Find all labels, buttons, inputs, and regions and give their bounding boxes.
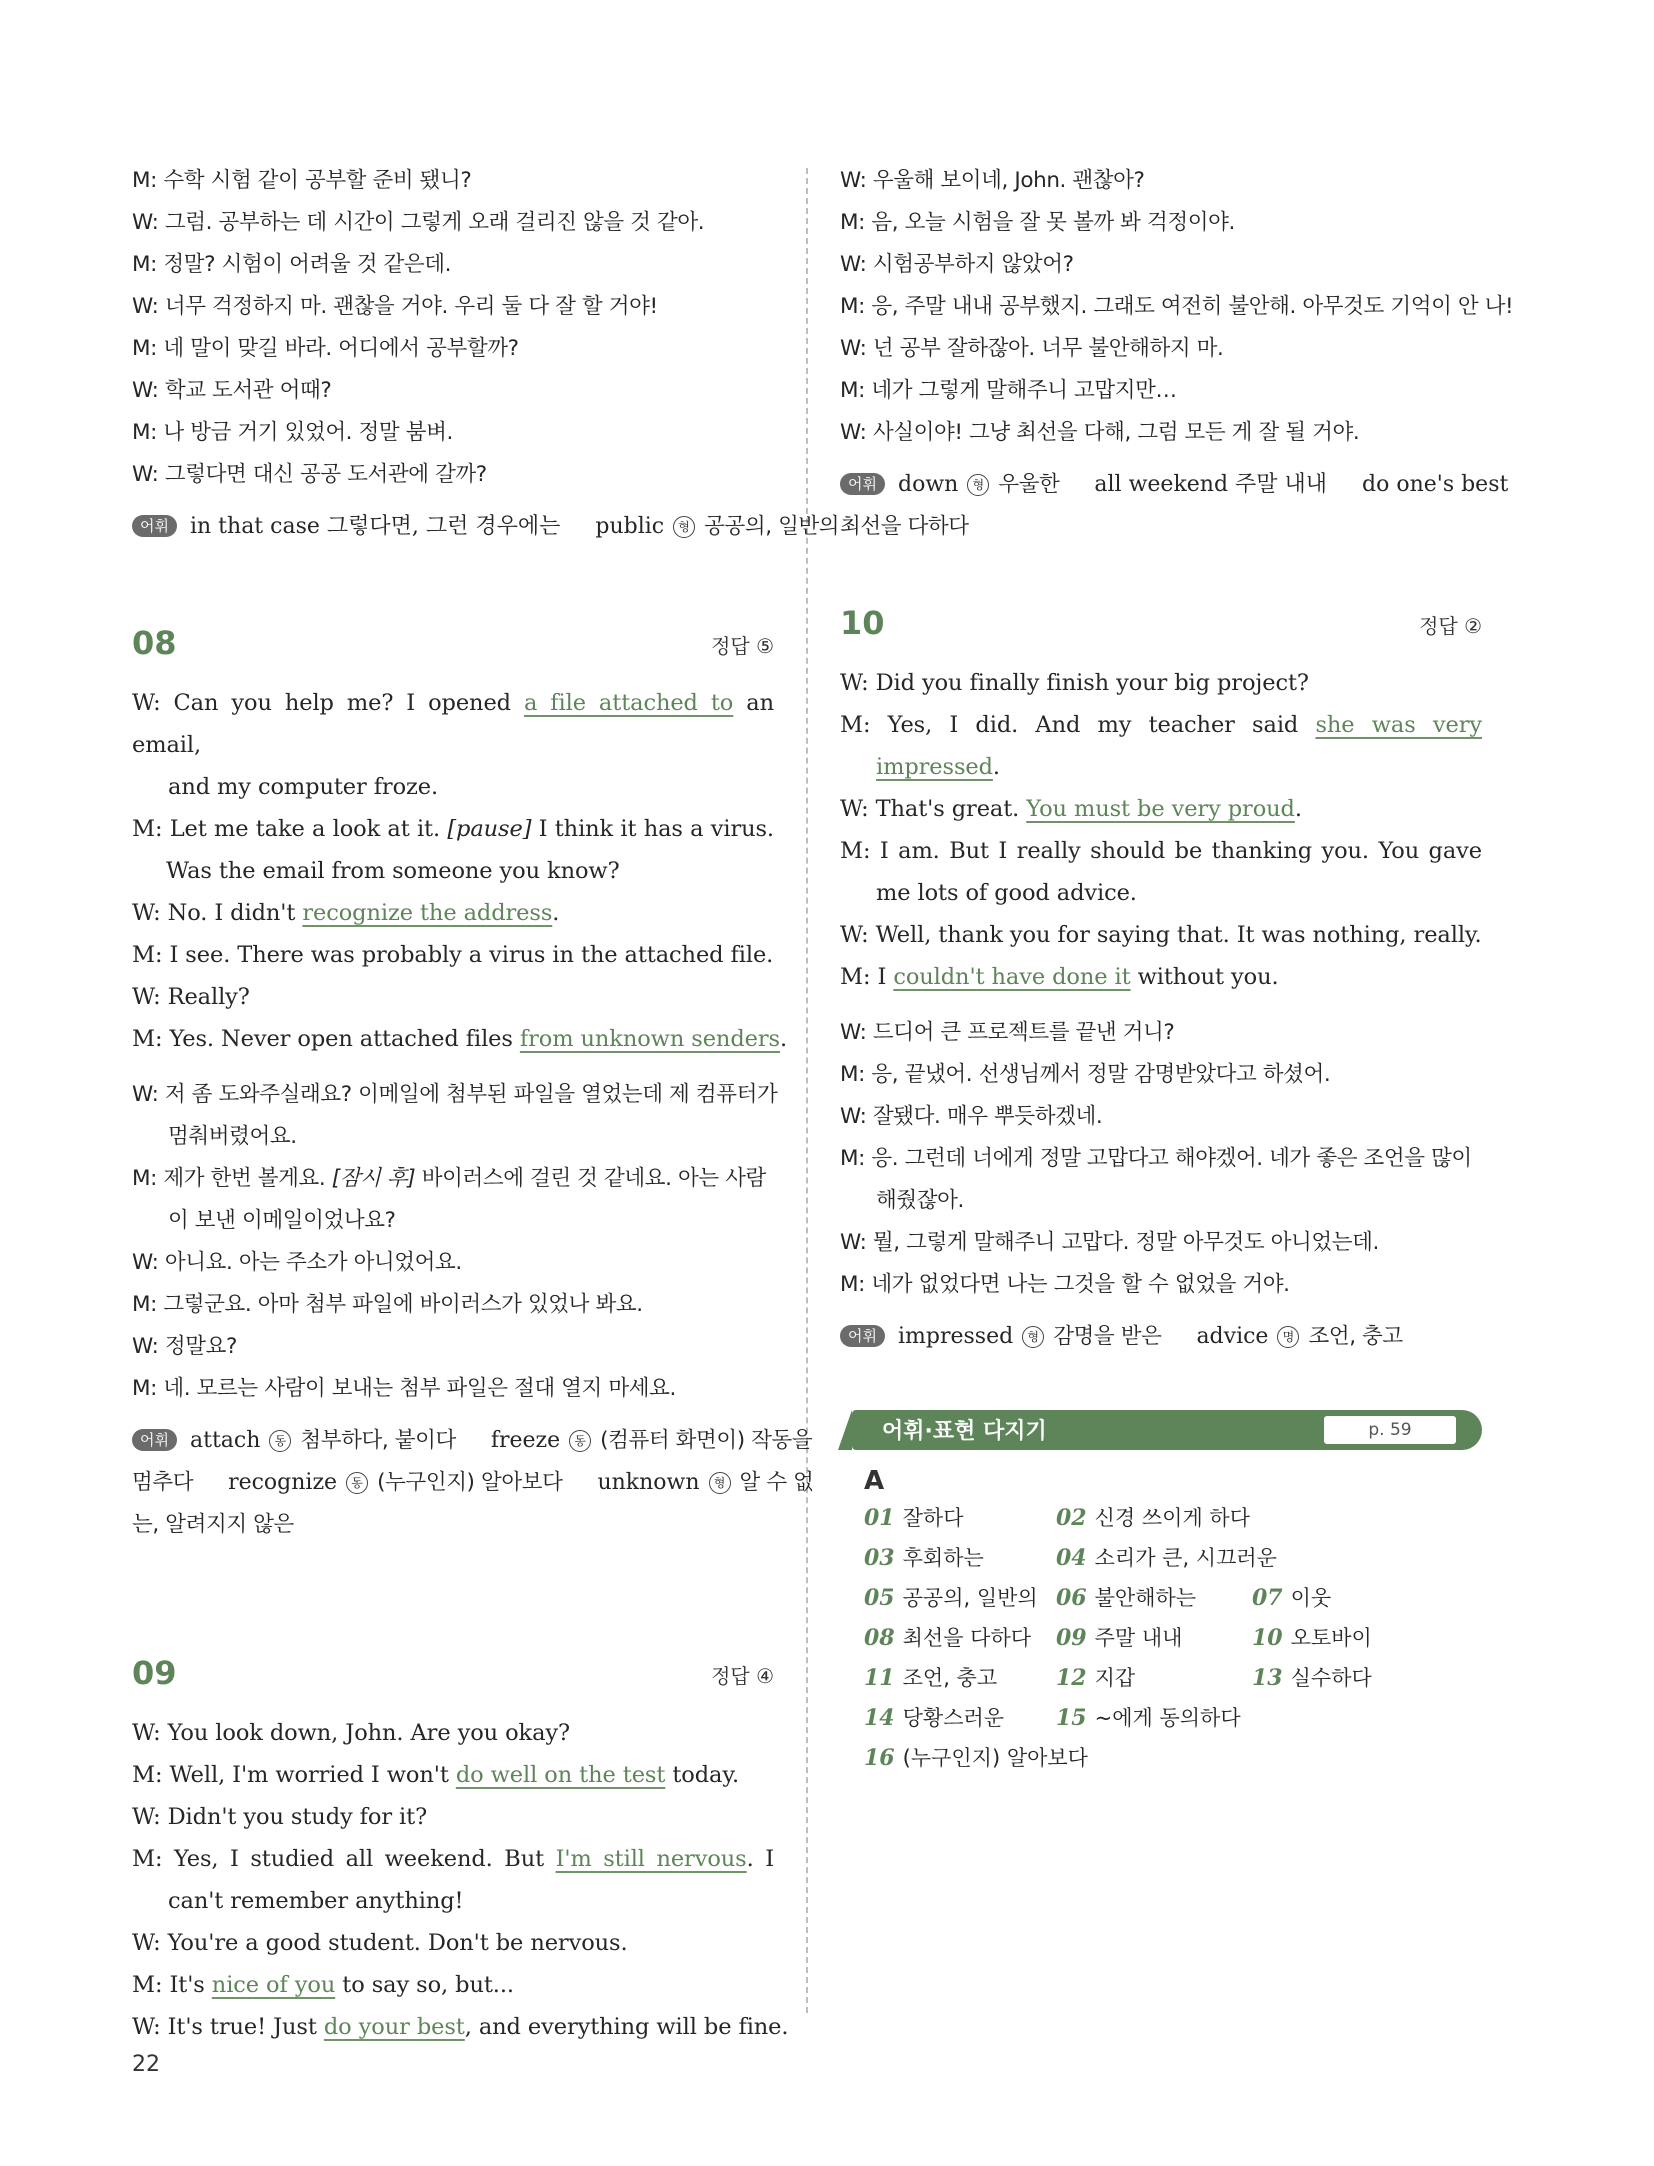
review-item [864,1738,1088,1778]
dialogue-line [840,746,1482,788]
answer-label: 정답 [1419,614,1458,638]
item-answer: 지갑 [1094,1666,1136,1690]
pos-adjective-icon: 형 [967,474,989,496]
review-row [864,1498,1482,1538]
dialogue-line [840,788,1482,830]
review-item [864,1538,984,1578]
review-item [864,1618,1031,1658]
text-run: W: It's true! Just [132,2014,324,2040]
right-column [840,160,1514,1778]
highlighted-answer: do your best [323,2014,465,2040]
item-answer: 이웃 [1290,1586,1332,1610]
text-run: to say so, but... [335,1972,514,1998]
dialogue-line: M: I am. But I really should be thanking you. You gave [840,838,1482,864]
dialogue-line: W: 우울해 보이네, John. 괜찮아? [840,168,1145,193]
dialogue-line [132,1754,774,1796]
vocab-meaning: 조언, 충고 [1308,1324,1403,1349]
review-item [1056,1498,1250,1538]
vocab-badge: 어휘 [132,1429,177,1451]
item-answer: 최선을 다하다 [902,1626,1032,1650]
pos-noun-icon: 명 [1277,1326,1299,1348]
item-number: 09 [1056,1625,1087,1651]
vocab-line [132,1462,814,1504]
review-item [864,1578,1038,1618]
text-run: M: Well, I'm worried I won't [132,1762,456,1788]
dialogue-line: W: 드디어 큰 프로젝트를 끝낸 거니? [840,1020,1175,1045]
dialogue-line: W: 시험공부하지 않았어? [840,252,1074,277]
dialogue-line: M: 정말? 시험이 어려울 것 같은데. [132,252,452,277]
dialogue-korean-07 [132,160,774,496]
review-item [864,1698,1004,1738]
review-item [1056,1538,1277,1578]
item-number: 15 [1056,1705,1087,1731]
vocab-term: in that case 그렇다면, 그런 경우에는 [189,514,561,539]
dialogue-line [132,2006,789,2048]
vocab-term: recognize [228,1470,338,1495]
left-column [132,160,840,2048]
pos-verb-icon: 동 [569,1430,591,1452]
dialogue-line: can't remember anything! [168,1888,464,1914]
review-answer-grid [840,1498,1482,1778]
review-row [864,1658,1482,1698]
question-header-09 [132,1650,774,1712]
item-number: 16 [864,1745,895,1771]
dialogue-line: W: Well, thank you for saying that. It was nothing, really. [840,922,1482,948]
item-answer: 공공의, 일반의 [902,1586,1038,1610]
dialogue-line: M: I see. There was probably a virus in the attached file. [132,942,774,968]
dialogue-line: W: Didn't you study for it? [132,1804,428,1830]
answer-value: ⑤ [756,634,774,658]
item-number: 02 [1056,1505,1087,1531]
dialogue-line: W: You're a good student. Don't be nervous. [132,1930,628,1956]
dialogue-line [132,892,774,934]
item-answer: 신경 쓰이게 하다 [1094,1506,1250,1530]
text-run: M: Yes, I studied all weekend. But [132,1846,556,1872]
pos-adjective-icon: 형 [1022,1326,1044,1348]
dialogue-korean-09 [840,160,1514,454]
dialogue-line: M: 네. 모르는 사람이 보내는 첨부 파일은 절대 열지 마세요. [132,1376,676,1401]
dialogue-line: 멈춰버렸어요. [168,1124,297,1149]
text-run: M: Yes. Never open attached files [132,1026,520,1052]
item-answer: 당황스러운 [902,1706,1005,1730]
review-row [864,1698,1482,1738]
question-number: 09 [132,1654,177,1692]
dialogue-english-10 [840,662,1482,998]
pos-verb-icon: 동 [269,1430,291,1452]
text-run: M: Let me take a look at it. [132,816,448,842]
review-item [1056,1618,1182,1658]
review-row [864,1538,1482,1578]
item-answer: 실수하다 [1290,1666,1372,1690]
dialogue-korean-10 [840,1012,1482,1306]
highlighted-answer: from unknown senders [519,1026,780,1052]
vocab-line: 는, 알려지지 않은 [132,1512,294,1537]
item-number: 06 [1056,1585,1087,1611]
vocab-badge: 어휘 [132,515,177,537]
highlighted-answer: impressed [876,754,993,780]
column-divider [806,168,808,2013]
dialogue-line: W: 잘됐다. 매우 뿌듯하겠네. [840,1104,1103,1129]
question-number: 10 [840,604,885,642]
answer-label: 정답 [711,1664,750,1688]
text-run: W: Can you help me? I opened [132,690,524,716]
highlighted-answer: couldn't have done it [893,964,1131,990]
dialogue-line: W: 그럼. 공부하는 데 시간이 그렇게 오래 걸리진 않을 것 같아. [132,210,705,235]
text-run: . [779,1026,787,1052]
vocab-badge: 어휘 [840,1325,885,1347]
dialogue-line: M: 네 말이 맞길 바라. 어디에서 공부할까? [132,336,519,361]
dialogue-line [132,682,774,766]
item-answer: 소리가 큰, 시끄러운 [1094,1546,1277,1570]
vocab-meaning: 공공의, 일반의 [704,514,840,539]
text-run: 바이러스에 걸린 것 같네요. 아는 사람 [415,1166,766,1191]
item-answer: 불안해하는 [1094,1586,1197,1610]
vocab-note [840,464,1509,548]
text-run: W: No. I didn't [132,900,303,926]
vocab-line: 최선을 다하다 [840,514,969,539]
review-item [864,1498,963,1538]
dialogue-line: M: 나 방금 거기 있었어. 정말 붐벼. [132,420,453,445]
dialogue-line [132,1018,787,1060]
highlighted-answer: a file attached to [523,690,734,716]
vocab-badge: 어휘 [840,473,885,495]
review-item [1252,1618,1372,1658]
review-item [1056,1698,1241,1738]
item-answer: (누구인지) 알아보다 [902,1746,1088,1770]
page-number: 22 [132,2052,160,2077]
review-item [1252,1658,1372,1698]
text-run: . I [746,1846,774,1872]
answer-key [711,1660,774,1689]
item-number: 08 [864,1625,895,1651]
stage-direction: [pause] [447,816,532,842]
answer-value: ④ [756,1664,774,1688]
dialogue-line: W: 아니요. 아는 주소가 아니었어요. [132,1250,462,1275]
review-item [1056,1658,1135,1698]
highlighted-answer: I'm still nervous [555,1846,747,1872]
dialogue-line: W: 그렇다면 대신 공공 도서관에 갈까? [132,462,487,487]
review-item [864,1658,997,1698]
dialogue-english-09 [132,1712,789,2048]
vocab-note [840,1316,1482,1358]
dialogue-line: W: 저 좀 도와주실래요? 이메일에 첨부된 파일을 열었는데 제 컴퓨터가 [132,1082,778,1107]
vocab-term: advice [1196,1324,1269,1349]
item-number: 05 [864,1585,895,1611]
dialogue-line: W: You look down, John. Are you okay? [132,1720,570,1746]
dialogue-line: W: 넌 공부 잘하잖아. 너무 불안해하지 마. [840,336,1224,361]
vocab-term: down [897,472,959,497]
review-row [864,1738,1482,1778]
item-answer: 주말 내내 [1094,1626,1183,1650]
dialogue-line: W: 정말요? [132,1334,237,1359]
review-item [1252,1578,1331,1618]
dialogue-line: me lots of good advice. [876,880,1137,906]
dialogue-line: M: 응, 끝냈어. 선생님께서 정말 감명받았다고 하셨어. [840,1062,1331,1087]
item-answer: 후회하는 [902,1546,984,1570]
highlighted-answer: recognize the address [302,900,553,926]
vocab-term: freeze [490,1428,561,1453]
item-number: 10 [1252,1625,1283,1651]
question-number: 08 [132,624,177,662]
dialogue-line: 해줬잖아. [876,1188,964,1213]
dialogue-line: W: 사실이야! 그냥 최선을 다해, 그럼 모든 게 잘 될 거야. [840,420,1360,445]
item-number: 11 [864,1665,895,1691]
dialogue-line [132,1964,774,2006]
dialogue-line: M: 네가 없었다면 나는 그것을 할 수 없었을 거야. [840,1272,1290,1297]
text-run: M: It's [132,1972,212,1998]
dialogue-line: and my computer froze. [168,774,439,800]
text-run: without you. [1130,964,1279,990]
vocab-meaning: 우울한 [998,472,1060,497]
vocab-term: attach [189,1428,261,1453]
dialogue-line: 이 보낸 이메일이었나요? [168,1208,396,1233]
item-number: 14 [864,1705,895,1731]
text-run: M: 제가 한번 볼게요. [132,1166,332,1191]
dialogue-line [840,956,1482,998]
dialogue-line [840,704,1482,746]
item-number: 12 [1056,1665,1087,1691]
item-number: 01 [864,1505,895,1531]
dialogue-line: M: 응. 그런데 너에게 정말 고맙다고 해야겠어. 네가 좋은 조언을 많이 [840,1146,1472,1171]
text-run: an email, [132,690,774,758]
dialogue-line: W: 학교 도서관 어때? [132,378,332,403]
vocab-note [132,506,840,548]
item-answer: ~에게 동의하다 [1094,1706,1241,1730]
item-answer: 잘하다 [902,1506,964,1530]
pos-verb-icon: 동 [346,1472,368,1494]
answer-value: ② [1464,614,1482,638]
vocab-term: unknown [597,1470,700,1495]
dialogue-line: M: 음, 오늘 시험을 잘 못 볼까 봐 걱정이야. [840,210,1235,235]
highlighted-answer: nice of you [211,1972,336,1998]
vocab-meaning: 멈추다 [132,1470,194,1495]
item-number: 03 [864,1545,895,1571]
highlighted-answer: do well on the test [455,1762,666,1788]
text-run: today. [665,1762,740,1788]
text-run: . [992,754,1000,780]
dialogue-english-08 [132,682,787,1060]
highlighted-answer: she was very [1315,712,1482,738]
dialogue-line: W: Did you finally finish your big project? [840,670,1309,696]
dialogue-line: W: 너무 걱정하지 마. 괜찮을 거야. 우리 둘 다 잘 할 거야! [132,294,658,319]
review-page-ref: p. 59 [1324,1416,1456,1444]
dialogue-korean-08 [132,1074,778,1410]
review-row [864,1618,1482,1658]
review-section-letter: A [864,1466,885,1496]
review-banner [852,1410,1482,1450]
vocab-term: do one's best [1362,472,1509,497]
vocab-meaning: 감명을 받은 [1053,1324,1162,1349]
pos-adjective-icon: 형 [673,516,695,538]
item-number: 07 [1252,1585,1283,1611]
item-answer: 조언, 충고 [902,1666,998,1690]
dialogue-line: M: 응, 주말 내내 공부했지. 그래도 여전히 불안해. 아무것도 기억이 안 나! [840,294,1514,319]
text-run: W: That's great. [840,796,1027,822]
answer-key [711,630,774,659]
question-header-10 [840,600,1482,662]
item-number: 04 [1056,1545,1087,1571]
vocab-meaning: 첨부하다, 붙이다 [300,1428,456,1453]
dialogue-line: M: 네가 그렇게 말해주니 고맙지만… [840,378,1177,403]
dialogue-line: M: 수학 시험 같이 공부할 준비 됐니? [132,168,472,193]
vocab-meaning: (컴퓨터 화면이) 작동을 [600,1428,813,1453]
vocab-term: all weekend 주말 내내 [1094,472,1328,497]
item-answer: 오토바이 [1290,1626,1372,1650]
vocab-note [132,1420,814,1546]
text-run: . [1294,796,1302,822]
item-number: 13 [1252,1665,1283,1691]
vocab-term: public [595,514,665,539]
vocab-meaning: (누구인지) 알아보다 [377,1470,563,1495]
dialogue-line [132,1838,774,1880]
dialogue-line [132,1158,774,1200]
pos-adjective-icon: 형 [709,1472,731,1494]
vocab-term: impressed [897,1324,1014,1349]
review-row [864,1578,1482,1618]
review-title: 어휘·표현 다지기 [882,1419,1047,1444]
dialogue-line: Was the email from someone you know? [166,858,620,884]
review-item [1056,1578,1196,1618]
answer-label: 정답 [711,634,750,658]
vocab-line [132,1420,813,1462]
text-run: M: I [840,964,894,990]
question-header-08 [132,620,774,682]
highlighted-answer: You must be very proud [1026,796,1295,822]
banner-arrow-icon [838,1410,852,1450]
dialogue-line [132,808,774,850]
text-run: I think it has a virus. [531,816,774,842]
text-run: , and everything will be fine. [464,2014,789,2040]
vocab-meaning: 알 수 없 [739,1470,814,1495]
dialogue-line: W: 뭘, 그렇게 말해주니 고맙다. 정말 아무것도 아니었는데. [840,1230,1379,1255]
text-run: . [552,900,560,926]
stage-direction: [잠시 후] [331,1166,416,1191]
dialogue-line: W: Really? [132,984,250,1010]
vocab-line [840,464,1509,506]
text-run: M: Yes, I did. And my teacher said [840,712,1316,738]
answer-key [1419,610,1482,639]
dialogue-line: M: 그렇군요. 아마 첨부 파일에 바이러스가 있었나 봐요. [132,1292,643,1317]
